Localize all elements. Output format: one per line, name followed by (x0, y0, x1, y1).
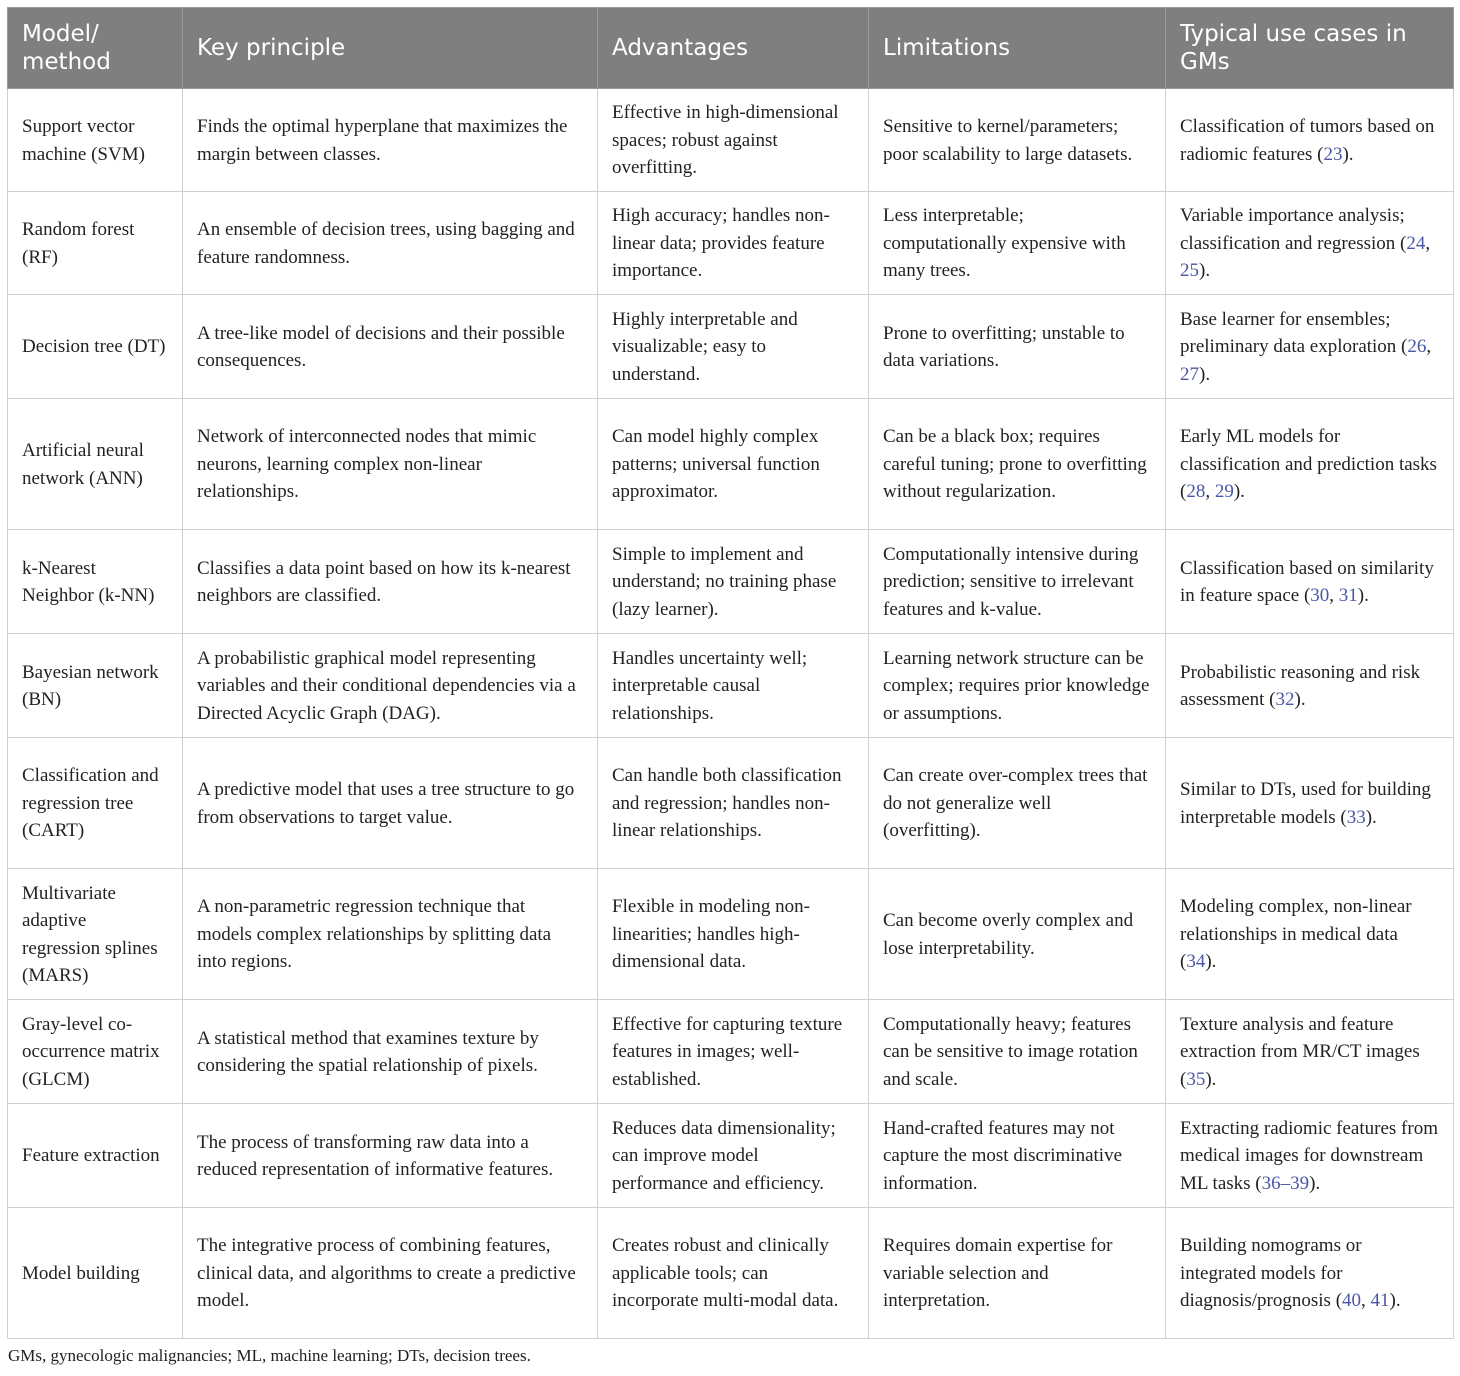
cell-principle: A statistical method that examines texture by considering the spatial relationship of pixels. (183, 1000, 598, 1104)
cell-limitations: Can be a black box; requires careful tuning; prone to overfitting without regularization. (869, 399, 1166, 530)
cell-limitations: Sensitive to kernel/parameters; poor scalability to large datasets. (869, 89, 1166, 192)
cell-principle: A probabilistic graphical model representing variables and their conditional dependencies via a Directed Acyclic Graph (DAG). (183, 634, 598, 738)
use-case-end: ). (1389, 1290, 1401, 1312)
cell-principle: A predictive model that uses a tree structure to go from observations to target value. (183, 738, 598, 869)
cell-use-cases (1166, 634, 1454, 738)
cell-model: Model building (8, 1208, 183, 1339)
header-key-principle: Key principle (183, 8, 598, 89)
table-row (8, 530, 1454, 634)
cell-limitations: Prone to overfitting; unstable to data variations. (869, 295, 1166, 399)
cell-model: Random forest (RF) (8, 192, 183, 295)
use-case-text: Variable importance analysis; classification and regression ( (1180, 205, 1407, 254)
table-row (8, 869, 1454, 1000)
header-model-method (8, 8, 183, 89)
ref-separator: , (1205, 481, 1215, 503)
reference-link[interactable]: 30 (1310, 585, 1330, 606)
cell-model: Classification and regression tree (CART) (8, 738, 183, 869)
use-case-end: ). (1357, 585, 1369, 606)
cell-use-cases (1166, 192, 1454, 295)
cell-model: Bayesian network (BN) (8, 634, 183, 738)
use-case-end: ). (1205, 1068, 1217, 1090)
cell-principle: Network of interconnected nodes that mimic neurons, learning complex non-linear relationships. (183, 399, 598, 530)
reference-link[interactable]: 23 (1323, 143, 1343, 165)
table-row (8, 295, 1454, 399)
cell-use-cases (1166, 1000, 1454, 1104)
cell-advantages: High accuracy; handles non-linear data; provides feature importance. (598, 192, 869, 295)
reference-link[interactable]: 34 (1186, 951, 1206, 973)
cell-principle: The integrative process of combining features, clinical data, and algorithms to create a predictive model. (183, 1208, 598, 1339)
table-header (8, 8, 1454, 89)
use-case-end: ). (1309, 1172, 1321, 1194)
header-advantages: Advantages (598, 8, 869, 89)
use-case-end: ). (1233, 481, 1245, 503)
cell-use-cases (1166, 1208, 1454, 1339)
cell-advantages: Handles uncertainty well; interpretable causal relationships. (598, 634, 869, 738)
cell-principle: Classifies a data point based on how its k-nearest neighbors are classified. (183, 530, 598, 634)
use-case-end: ). (1199, 363, 1211, 385)
cell-limitations: Can become overly complex and lose interpretability. (869, 869, 1166, 1000)
use-case-end: ). (1199, 260, 1211, 282)
table-row (8, 1104, 1454, 1208)
header-model-method-line1: Model/ (22, 21, 99, 47)
table-row (8, 738, 1454, 869)
cell-advantages: Can model highly complex patterns; universal function approximator. (598, 399, 869, 530)
reference-link[interactable]: 41 (1370, 1290, 1390, 1312)
cell-limitations: Requires domain expertise for variable selection and interpretation. (869, 1208, 1166, 1339)
table-row (8, 399, 1454, 530)
cell-limitations: Hand-crafted features may not capture the most discriminative information. (869, 1104, 1166, 1208)
table-footnote: GMs, gynecologic malignancies; ML, machine learning; DTs, decision trees. (8, 1346, 531, 1365)
cell-model: Gray-level co-occurrence matrix (GLCM) (8, 1000, 183, 1104)
cell-use-cases (1166, 738, 1454, 869)
ref-separator: , (1361, 1290, 1371, 1312)
cell-limitations: Computationally intensive during prediction; sensitive to irrelevant features and k-value. (869, 530, 1166, 634)
ref-separator: , (1426, 336, 1432, 358)
table-row (8, 192, 1454, 295)
cell-model: Decision tree (DT) (8, 295, 183, 399)
table-row (8, 89, 1454, 192)
use-case-end: ). (1205, 951, 1217, 973)
cell-model: Support vector machine (SVM) (8, 89, 183, 192)
cell-advantages: Effective in high-dimensional spaces; robust against overfitting. (598, 89, 869, 192)
cell-model: Feature extraction (8, 1104, 183, 1208)
reference-link[interactable]: 26 (1407, 336, 1427, 358)
reference-link[interactable]: 25 (1180, 260, 1199, 282)
cell-advantages: Flexible in modeling non-linearities; handles high-dimensional data. (598, 869, 869, 1000)
cell-advantages: Highly interpretable and visualizable; easy to understand. (598, 295, 869, 399)
cell-limitations: Less interpretable; computationally expensive with many trees. (869, 192, 1166, 295)
header-use-cases: Typical use cases in GMs (1166, 8, 1454, 89)
use-case-text: Base learner for ensembles; preliminary data exploration ( (1180, 308, 1408, 358)
cell-principle: An ensemble of decision trees, using bagging and feature randomness. (183, 192, 598, 295)
ref-separator: , (1425, 232, 1431, 254)
use-case-text: Probabilistic reasoning and risk assessment ( (1180, 661, 1421, 710)
cell-use-cases (1166, 89, 1454, 192)
cell-advantages: Effective for capturing texture features in images; well-established. (598, 1000, 869, 1104)
header-limitations: Limitations (869, 8, 1166, 89)
cell-limitations: Computationally heavy; features can be sensitive to image rotation and scale. (869, 1000, 1166, 1104)
reference-link[interactable]: 31 (1338, 585, 1358, 606)
use-case-end: ). (1365, 806, 1377, 828)
use-case-text: Texture analysis and feature extraction from MR/CT images ( (1180, 1013, 1420, 1090)
cell-advantages: Simple to implement and understand; no training phase (lazy learner). (598, 530, 869, 634)
comparison-table-container (7, 7, 1453, 1339)
cell-model: Multivariate adaptive regression splines (MARS) (8, 869, 183, 1000)
reference-link[interactable]: 40 (1342, 1290, 1362, 1312)
cell-use-cases (1166, 530, 1454, 634)
cell-limitations: Can create over-complex trees that do not generalize well (overfitting). (869, 738, 1166, 869)
cell-use-cases (1166, 869, 1454, 1000)
header-model-method-line2: method (22, 49, 111, 75)
models-comparison-table (7, 7, 1454, 1339)
cell-advantages: Reduces data dimensionality; can improve model performance and efficiency. (598, 1104, 869, 1208)
header-row (8, 8, 1454, 89)
cell-use-cases (1166, 295, 1454, 399)
reference-link[interactable]: 28 (1186, 481, 1206, 503)
cell-limitations: Learning network structure can be complex; requires prior knowledge or assumptions. (869, 634, 1166, 738)
cell-principle: A tree-like model of decisions and their possible consequences. (183, 295, 598, 399)
table-row (8, 1000, 1454, 1104)
reference-link[interactable]: 36–39 (1261, 1172, 1310, 1194)
cell-principle: Finds the optimal hyperplane that maximizes the margin between classes. (183, 89, 598, 192)
reference-link[interactable]: 24 (1406, 232, 1426, 254)
reference-link[interactable]: 33 (1346, 806, 1366, 828)
use-case-text: Extracting radiomic features from medical images for downstream ML tasks ( (1180, 1117, 1438, 1194)
ref-separator: , (1329, 585, 1339, 606)
reference-link[interactable]: 35 (1186, 1068, 1206, 1090)
cell-advantages: Creates robust and clinically applicable tools; can incorporate multi-modal data. (598, 1208, 869, 1339)
use-case-text: Classification of tumors based on radiomic features ( (1180, 116, 1435, 165)
use-case-text: Early ML models for classification and prediction tasks ( (1180, 426, 1437, 503)
use-case-text: Modeling complex, non-linear relationships in medical data ( (1180, 896, 1412, 973)
cell-advantages: Can handle both classification and regression; handles non-linear relationships. (598, 738, 869, 869)
use-case-end: ). (1294, 689, 1306, 710)
table-row (8, 634, 1454, 738)
cell-model: Artificial neural network (ANN) (8, 399, 183, 530)
cell-principle: The process of transforming raw data into a reduced representation of informative features. (183, 1104, 598, 1208)
table-row (8, 1208, 1454, 1339)
use-case-text: Building nomograms or integrated models for diagnosis/prognosis ( (1180, 1235, 1362, 1312)
reference-link[interactable]: 32 (1275, 689, 1295, 710)
cell-model: k-Nearest Neighbor (k-NN) (8, 530, 183, 634)
use-case-end: ). (1342, 143, 1354, 165)
cell-principle: A non-parametric regression technique that models complex relationships by splitting data into regions. (183, 869, 598, 1000)
reference-link[interactable]: 27 (1180, 363, 1199, 385)
use-case-text: Similar to DTs, used for building interpretable models ( (1180, 779, 1431, 828)
use-case-text: Classification based on similarity in feature space ( (1180, 557, 1434, 606)
reference-link[interactable]: 29 (1214, 481, 1234, 503)
cell-use-cases (1166, 399, 1454, 530)
table-body (8, 89, 1454, 1339)
cell-use-cases (1166, 1104, 1454, 1208)
